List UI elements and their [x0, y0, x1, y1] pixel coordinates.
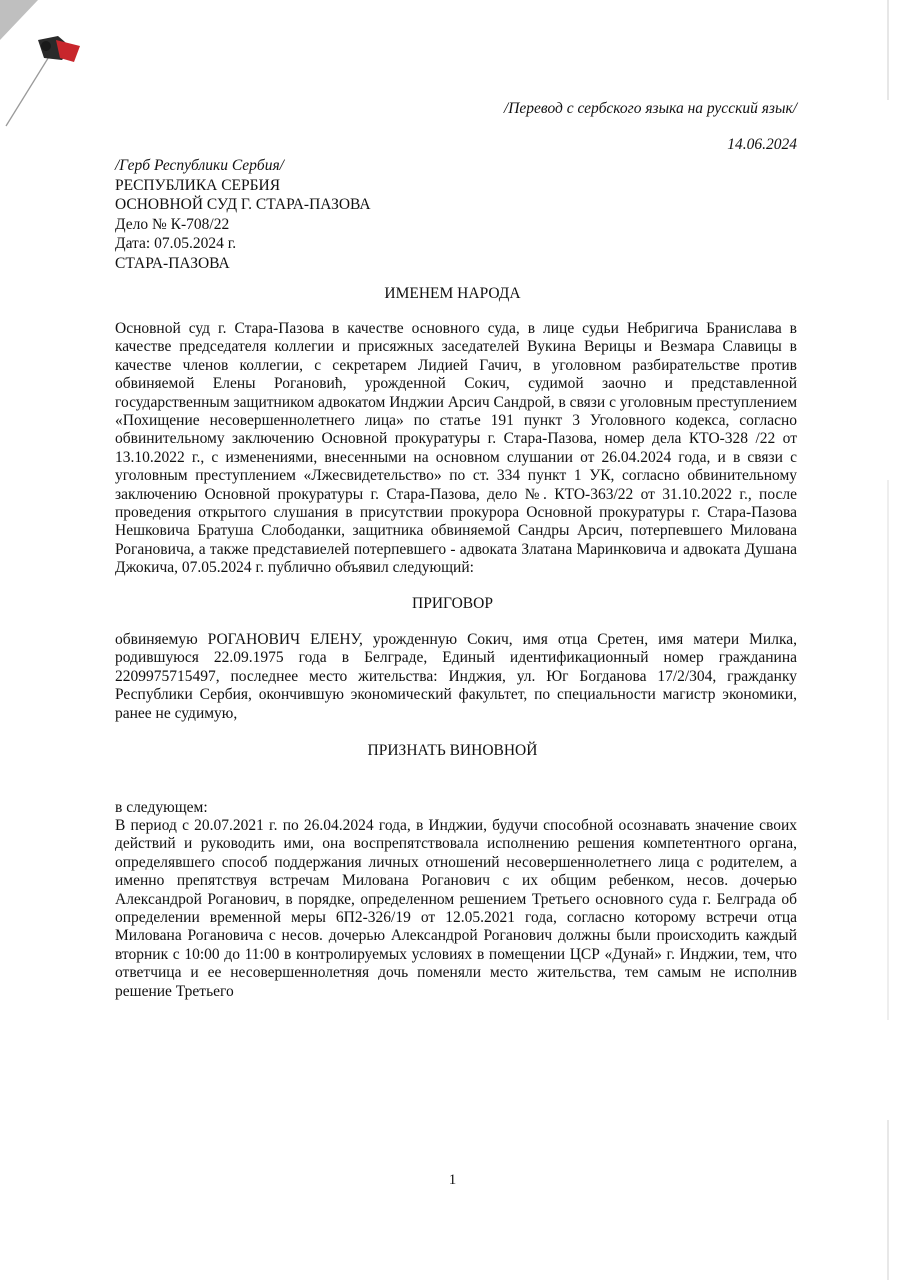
page-edge-mark — [886, 0, 896, 1280]
heading-guilty: ПРИЗНАТЬ ВИНОВНОЙ — [367, 742, 538, 759]
translation-note: /Перевод с сербского языка на русский язык/ — [503, 100, 797, 117]
case-number: Дело № К-708/22 — [115, 215, 230, 233]
in-following-label: в следующем: — [115, 799, 208, 816]
country-name: РЕСПУБЛИКА СЕРБИЯ — [115, 176, 281, 194]
intro-paragraph: Основной суд г. Стара-Пазова в качестве основного суда, в лице судьи Небригича Бранислава в качестве председателя коллегии и присяжных заседателей Вукина Верицы и Везмара Славицы в качестве членов коллегии, с секретарем Лидией Гачич, в уголовном разбирательстве против обвиняемой Елены Рогановић, урожденной Сокич, судимой заочно и представленной государственным защитником адвокатом Инджии Арсич Сандрой, в связи с уголовным преступлением «Похищение несовершеннолетнего лица» по статье 191 пункт 3 Уголовного кодекса, согласно обвинительному заключению Основной прокуратуры г. Стара-Пазова, номер дела КТО-328 /22 от 13.10.2022 г., с изменениями, внесенными на основном слушании от 26.04.2024 года, и в связи с уголовным преступлением «Лжесвидетельство» по ст. 334 пункт 1 УК, согласно обвинительному заключению Основной прокуратуры г. Стара-Пазова, дело №. КТО-363/22 от 31.10.2022 г., после проведения открытого слушания в присутствии прокурора Основной прокуратуры г. Стара-Пазова Нешковича Братуша Слободанки, защитника обвиняемой Сандры Арсич, потерпевшего Милована Рогановича, а также представиелей потерпевшего - адвоката Златана Маринковича и адвоката Душана Джокича, 07.05.2024 г. публично объявил следующий: — [115, 320, 798, 577]
coat-of-arms-note: /Герб Республики Сербия/ — [115, 157, 284, 174]
court-name: ОСНОВНОЙ СУД Г. СТАРА-ПАЗОВА — [115, 196, 371, 213]
facts-paragraph: В период с 20.07.2021 г. по 26.04.2024 года, в Инджии, будучи способной осознавать значение своих действий и руководить ими, она воспрепятствовала исполнению решения компетентного органа, определявшего способ поддержания личных отношений несовершеннолетнего лица с родителем, а именно препятствуя встречам Милована Роганович с их общим ребенком, несов. дочерью Александрой Роганович, в порядке, определенном решением Третьего основного суда г. Белграда об определении временной меры 6П2-326/19 от 12.05.2021 года, согласно которому встречи отца Милована Рогановича с несов. дочерью Александрой Роганович должны были происходить каждый вторник с 10:00 до 11:00 в контролируемых условиях в помещении ЦСР «Дунай» г. Инджии, тем, что ответчица и ее несовершеннолетняя дочь поменяли место жительства, тем самым не исполнив решение Третьего — [115, 817, 797, 1000]
page-number: 1 — [448, 1172, 457, 1188]
heading-verdict: ПРИГОВОР — [412, 595, 493, 612]
staple-icon — [0, 0, 110, 140]
court-header — [115, 156, 371, 273]
document-date: 14.06.2024 — [727, 136, 797, 153]
court-city: СТАРА-ПАЗОВА — [115, 254, 230, 272]
case-date: Дата: 07.05.2024 г. — [115, 235, 237, 252]
heading-in-the-name-of-people: ИМЕНЕМ НАРОДА — [384, 285, 521, 302]
defendant-paragraph: обвиняемую РОГАНОВИЧ ЕЛЕНУ, урожденную Сокич, имя отца Сретен, имя матери Милка, родившуюся 22.09.1975 года в Белграде, Единый идентификационный номер гражданина 2209975715497, последнее место жительства: Инджия, ул. Юг Богданова 17/2/304, гражданку Республики Сербия, окончившую экономический факультет, по специальности магистр экономики, ранее не судимую, — [115, 631, 797, 722]
